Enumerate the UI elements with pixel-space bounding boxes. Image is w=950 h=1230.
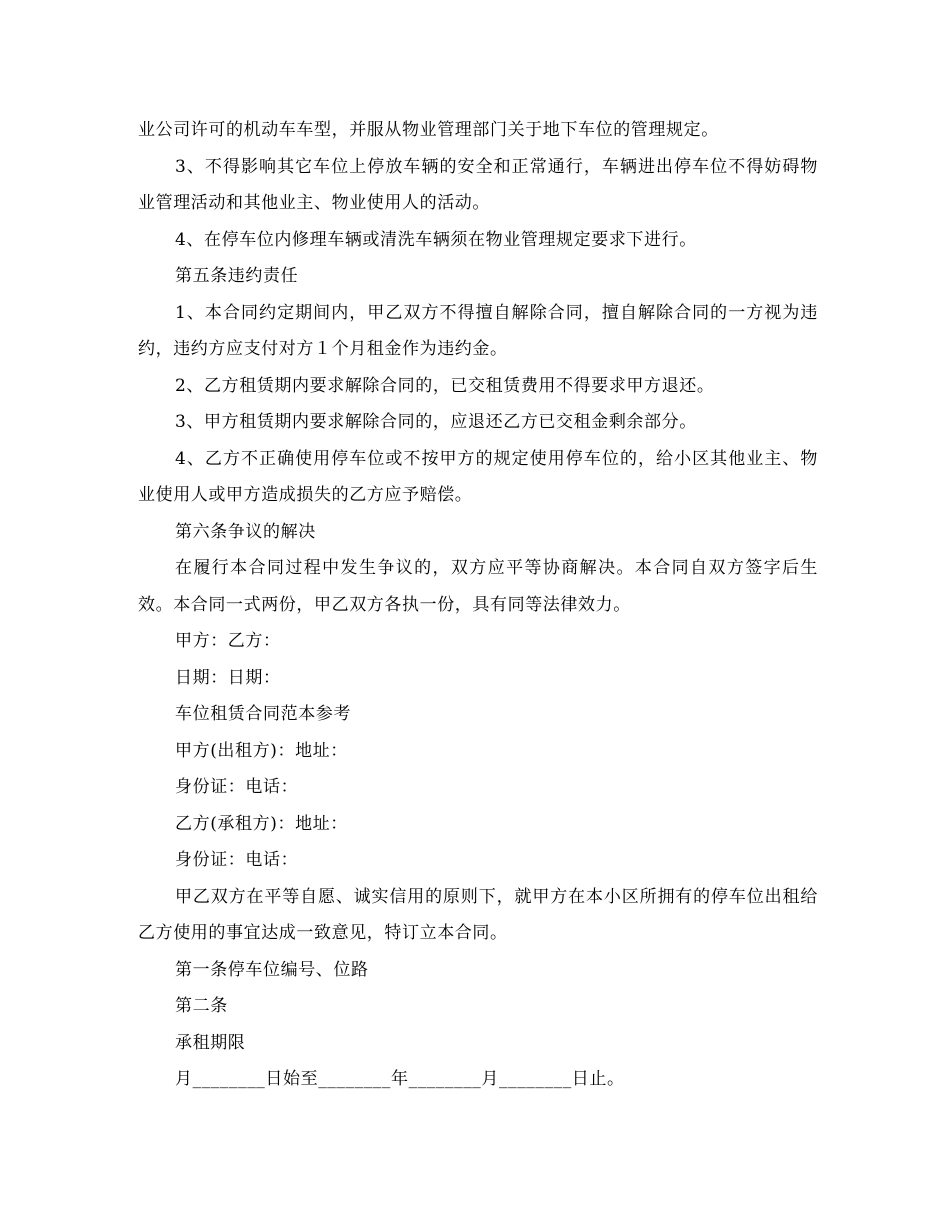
contract-title: 车位租赁合同范本参考 (175, 704, 351, 724)
section-heading-1: 第一条停车位编号、位路 (175, 959, 369, 980)
paragraph-10: 在履行本合同过程中发生争议的，双方应平等协商解决。本合同自双方签字后生效。本合同一式两份，甲乙双方各执一份，具有同等法律效力。 (138, 558, 818, 615)
lessor-line: 甲方(出租方)：地址： (175, 740, 348, 761)
paragraph-3: 4、在停车位内修理车辆或清洗车辆须在物业管理规定要求下进行。 (175, 229, 697, 250)
paragraph-5: 1、本合同约定期间内，甲乙双方不得擅自解除合同，擅自解除合同的一方视为违约，违约方应支付对方１个月租金作为违约金。 (138, 302, 818, 359)
lease-term-heading: 承租期限 (175, 1032, 246, 1053)
document-body (138, 112, 818, 1098)
paragraph-6: 2、乙方租赁期内要求解除合同的，已交租赁费用不得要求甲方退还。 (175, 375, 715, 396)
lease-term-line: 月________日始至________年________月________日止。 (175, 1069, 625, 1089)
paragraph-1: 业公司许可的机动车车型，并服从物业管理部门关于地下车位的管理规定。 (138, 120, 719, 140)
paragraph-8: 4、乙方不正确使用停车位或不按甲方的规定使用停车位的，给小区其他业主、物业使用人或甲方造成损失的乙方应予赔偿。 (138, 448, 818, 505)
section-heading-5: 第五条违约责任 (175, 266, 299, 286)
lessee-line: 乙方(承租方)：地址： (175, 813, 348, 834)
paragraph-18: 甲乙双方在平等自愿、诚实信用的原则下，就甲方在本小区所拥有的停车位出租给乙方使用的事宜达成一致意见，特订立本合同。 (138, 886, 818, 943)
section-heading-2: 第二条 (175, 996, 228, 1016)
signature-parties-line: 甲方：乙方： (175, 631, 281, 651)
lessor-id-line: 身份证：电话： (175, 777, 299, 797)
section-heading-6: 第六条争议的解决 (175, 521, 316, 542)
signature-date-line: 日期：日期： (175, 667, 281, 688)
lessee-id-line: 身份证：电话： (175, 850, 299, 870)
paragraph-2: 3、不得影响其它车位上停放车辆的安全和正常通行，车辆进出停车位不得妨碍物业管理活动和其他业主、物业使用人的活动。 (138, 156, 818, 213)
paragraph-7: 3、甲方租赁期内要求解除合同的，应退还乙方已交租金剩余部分。 (175, 412, 697, 432)
